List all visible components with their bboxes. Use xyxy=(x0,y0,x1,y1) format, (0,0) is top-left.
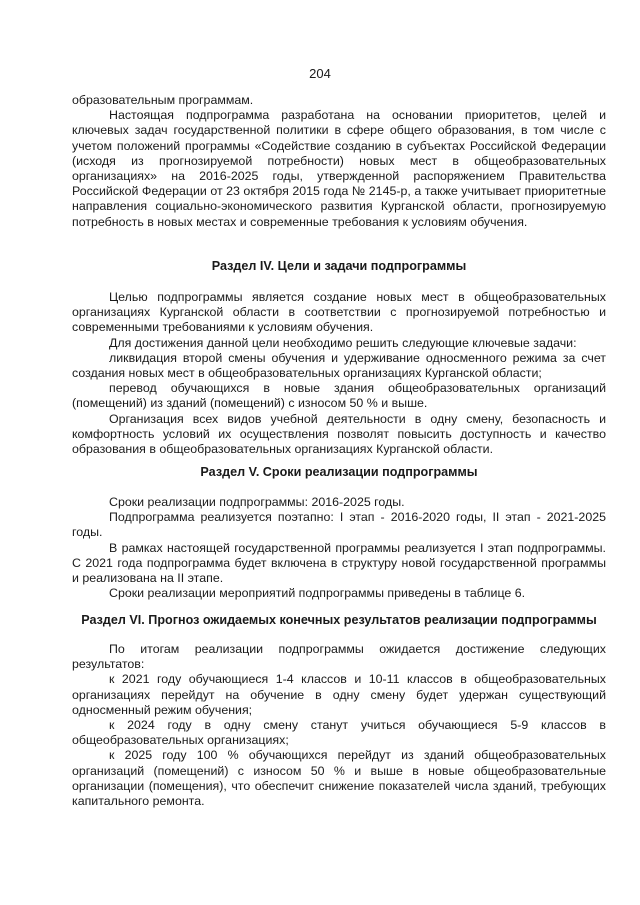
paragraph: образовательным программам. xyxy=(72,93,254,107)
paragraph: к 2021 году обучающиеся 1-4 классов и 10-11 классов в общеобразовательных организациях перейдут на обучение в одну смену будет удержан существующий односменный режим обучения; xyxy=(72,672,606,717)
paragraph: Организация всех видов учебной деятельности в одну смену, безопасность и комфортность условий их осуществления позволят повысить доступность и качество образования в общеобразовательных организациях Курганской области. xyxy=(72,411,606,457)
paragraph: Сроки реализации мероприятий подпрограммы приведены в таблице 6. xyxy=(109,586,526,601)
paragraph: перевод обучающихся в новые здания общеобразовательных организаций (помещений) из зданий (помещений) с износом 50 % и выше. xyxy=(72,381,606,411)
paragraph: к 2025 году 100 % обучающихся перейдут из зданий общеобразовательных организаций (помещений) с износом 50 % и выше в новые общеобразовательные организации (помещения), что обеспечит снижение показателей числа зданий, требующих капитального ремонта. xyxy=(72,748,606,809)
section-vi-heading-wrap xyxy=(68,612,610,628)
section-iv-heading-wrap xyxy=(72,258,606,274)
section-v-heading-wrap xyxy=(72,464,606,480)
paragraph: Целью подпрограммы является создание новых мест в общеобразовательных организациях Курганской области в соответствии с прогнозируемой потребностью и современными требованиями к условиям обучения. xyxy=(72,290,606,335)
section-heading: Раздел V. Сроки реализации подпрограммы xyxy=(200,465,478,479)
paragraph: Подпрограмма реализуется поэтапно: I этап - 2016-2020 годы, II этап - 2021-2025 годы. xyxy=(72,510,606,540)
section-iv-body xyxy=(72,290,606,457)
paragraph: В рамках настоящей государственной программы реализуется I этап подпрограммы. С 2021 года подпрограмма будет включена в структуру новой государственной программы и реализована на II этапе. xyxy=(72,540,606,586)
section-heading: Раздел VI. Прогноз ожидаемых конечных результатов реализации подпрограммы xyxy=(81,613,597,627)
section-heading: Раздел IV. Цели и задачи подпрограммы xyxy=(211,259,467,273)
paragraph: Сроки реализации подпрограммы: 2016-2025 годы. xyxy=(109,495,405,509)
paragraph: По итогам реализации подпрограммы ожидается достижение следующих результатов: xyxy=(72,642,606,672)
paragraph: ликвидация второй смены обучения и удерживание односменного режима за счет создания новых мест в общеобразовательных организациях Курганской области; xyxy=(72,350,606,381)
paragraph: Настоящая подпрограмма разработана на основании приоритетов, целей и ключевых задач государственной политики в сфере общего образования, в том числе с учетом положений программы «Содействие созданию в субъектах Российской Федерации (исходя из прогнозируемой потребности) новых мест в общеобразовательных организациях» на 2016-2025 годы, утвержденной распоряжением Правительства Российской Федерации от 23 октября 2015 года № 2145-р, а также учитывает приоритетные направления социально-экономического развития Курганской области, прогнозируемую потребность в новых местах и современные требования к условиям обучения. xyxy=(72,108,606,229)
section-vi-body xyxy=(72,642,606,809)
paragraph: Для достижения данной цели необходимо решить следующие ключевые задачи: xyxy=(109,335,577,350)
section-v-body xyxy=(72,495,606,601)
page-number: 204 xyxy=(309,66,331,81)
paragraph: к 2024 году в одну смену станут учиться обучающиеся 5-9 классов в общеобразовательных организациях; xyxy=(72,718,606,748)
section-intro xyxy=(72,93,606,230)
